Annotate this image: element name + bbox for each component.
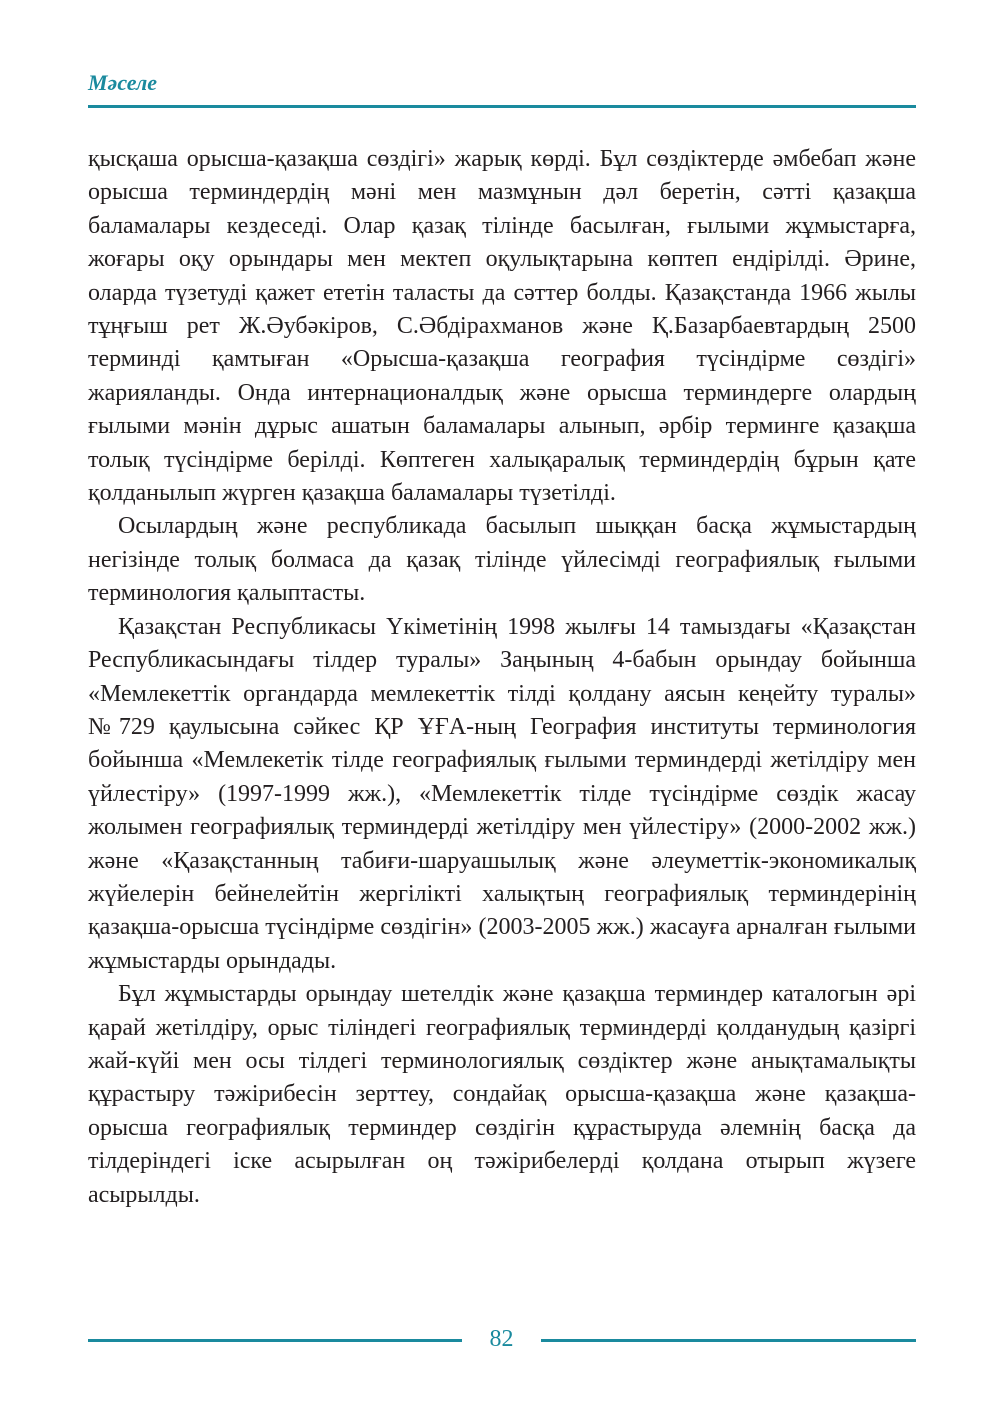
section-title: Мәселе bbox=[88, 70, 158, 95]
page-number: 82 bbox=[489, 1326, 514, 1352]
paragraph: Қазақстан Республикасы Үкіметінің 1998 жылғы 14 тамыздағы «Қазақстан Республикасындағы тілдер туралы» Заңының 4-бабын орындау бойынша «Мемлекеттік органдарда мемлекеттік тілді қолдану аясын кеңейту туралы» №729 қаулысына сәйкес ҚР ҰҒА-ның География институты терминология бойынша «Мемлекетік тілде географиялық ғылыми терминдерді жетілдіру мен үйлестіру» (1997-1999 жж.), «Мемлекеттік тілде түсіндірме сөздік жасау жолымен географиялық терминдерді жетілдіру мен үйлестіру» (2000-2002 жж.) және «Қазақстанның табиғи-шаруашылық және әлеуметтік-экономикалық жүйелерін бейнелейтін жергілікті халықтың географиялық терминдерінің қазақша-орысша түсіндірме сөздігін» (2003-2005 жж.) жасауға арналған ғылыми жұмыстарды орындады. bbox=[88, 613, 916, 974]
footer-divider-right bbox=[541, 1339, 916, 1342]
header-divider bbox=[88, 105, 916, 108]
footer-divider-left bbox=[88, 1339, 462, 1342]
paragraph: Бұл жұмыстарды орындау шетелдік және қазақша терминдер каталогын әрі қарай жетілдіру, орыс тіліндегі географиялық терминдерді қолданудың қазіргі жай-күйі мен осы тілдегі терминологиялық сөздіктер және анықтамалықты құрастыру тәжірибесін зерттеу, сондайақ орысша-қазақша және қазақша-орысша географиялық терминдер сөздігін құрастыруда әлемнің басқа да тілдеріндегі іске асырылған оң тәжірибелерді қолдана отырып жүзеге асырылды. bbox=[88, 981, 916, 1208]
paragraph: Осылардың және республикада басылып шыққан басқа жұмыстардың негізінде толық болмаса да қазақ тілінде үйлесімді географиялық ғылыми терминология қалыптасты. bbox=[88, 513, 916, 607]
paragraph-continued: қысқаша орысша-қазақша сөздігі» жарық көрді. Бұл сөздіктерде әмбебап және орысша терминдердің мәні мен мазмұнын дәл беретін, сәтті қазақша баламалары кездеседі. Олар қазақ тілінде басылған, ғылыми жұмыстарға, жоғары оқу орындары мен мектеп оқулықтарына көптеп ендірілді. Әрине, оларда түзетуді қажет ететін таласты да сәттер болды. Қазақстанда 1966 жылы тұңғыш рет Ж.Әубәкіров, С.Әбдірахманов және Қ.Базарбаевтардың 2500 терминді қамтыған «Орысша-қазақша география түсіндірме сөздігі» жарияланды. Онда интернационалдық және орысша терминдерге олардың ғылыми мәнін дұрыс ашатын баламалары алынып, әрбір терминге қазақша толық түсіндірме берілді. Көптеген халықаралық терминдердің бұрын қате қолданылып жүрген қазақша баламалары түзетілді. bbox=[88, 146, 916, 507]
article-body bbox=[88, 143, 916, 1212]
